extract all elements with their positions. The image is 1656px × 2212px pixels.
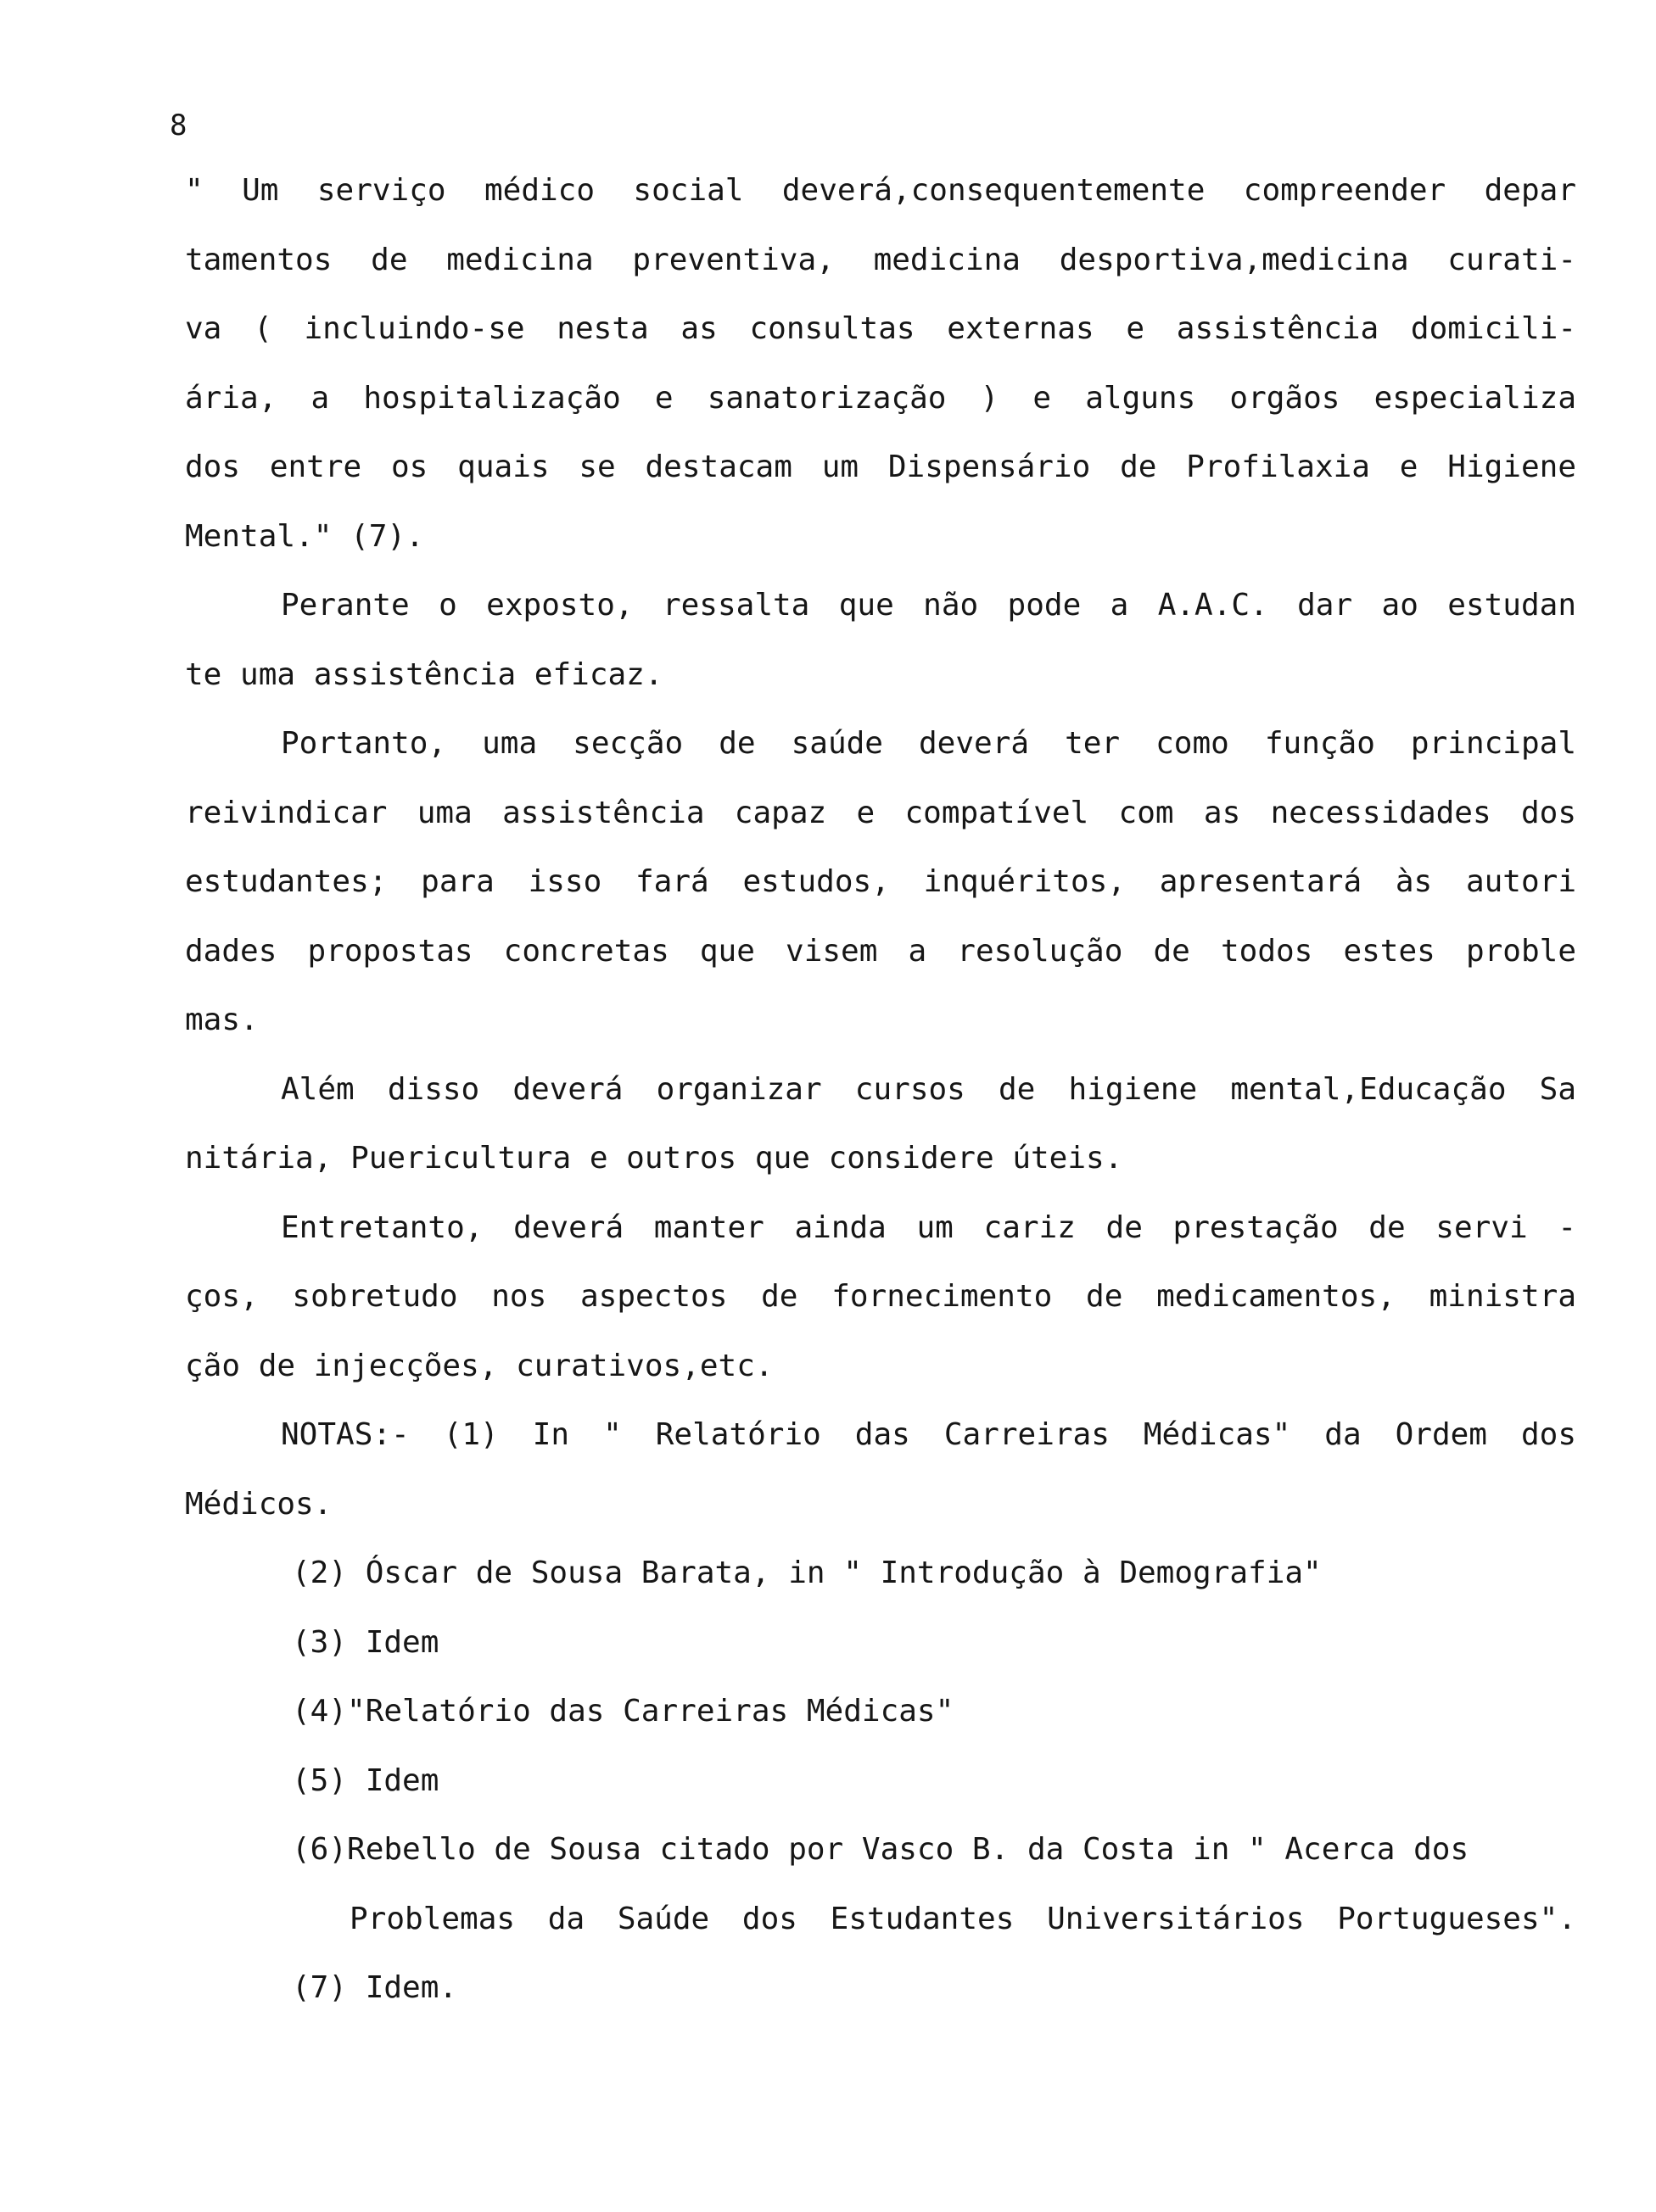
- text-line: Perante o exposto, ressalta que não pode a A.A.C. dar ao estudan: [281, 588, 1576, 623]
- text-line: (5) Idem: [292, 1762, 439, 1798]
- text-line: (6)Rebello de Sousa citado por Vasco B. da Costa in " Acerca dos: [292, 1832, 1469, 1867]
- page-number: 8: [170, 109, 187, 142]
- text-line: " Um serviço médico social deverá,consequentemente compreender depar: [185, 173, 1576, 208]
- text-line: estudantes; para isso fará estudos, inquéritos, apresentará às autori: [185, 864, 1576, 899]
- text-line: (3) Idem: [292, 1624, 439, 1660]
- text-line: nitária, Puericultura e outros que considere úteis.: [185, 1141, 1123, 1176]
- text-line: (2) Óscar de Sousa Barata, in " Introdução à Demografia": [292, 1556, 1322, 1590]
- text-line: Médicos.: [185, 1486, 333, 1522]
- text-line: mas.: [185, 1003, 259, 1037]
- text-line: Além disso deverá organizar cursos de higiene mental,Educação Sa: [281, 1071, 1576, 1107]
- text-line: tamentos de medicina preventiva, medicina desportiva,medicina curati-: [185, 242, 1576, 277]
- text-line: dades propostas concretas que visem a resolução de todos estes proble: [185, 933, 1576, 969]
- text-line: Problemas da Saúde dos Estudantes Universitários Portugueses".: [350, 1901, 1576, 1936]
- text-line: dos entre os quais se destacam um Dispensário de Profilaxia e Higiene: [185, 450, 1576, 484]
- text-line: va ( incluindo-se nesta as consultas externas e assistência domicili-: [185, 311, 1576, 346]
- text-line: (7) Idem.: [292, 1970, 458, 2005]
- text-line: Mental." (7).: [185, 518, 424, 554]
- text-line: ços, sobretudo nos aspectos de fornecimento de medicamentos, ministra: [185, 1279, 1576, 1314]
- text-line: Portanto, uma secção de saúde deverá ter como função principal: [281, 726, 1576, 761]
- text-line: te uma assistência eficaz.: [185, 656, 663, 692]
- text-line: reivindicar uma assistência capaz e compatível com as necessidades dos: [185, 795, 1576, 830]
- text-line: NOTAS:- (1) In " Relatório das Carreiras Médicas" da Ordem dos: [281, 1417, 1576, 1452]
- text-line: (4)"Relatório das Carreiras Médicas": [292, 1694, 954, 1729]
- text-line: ária, a hospitalização e sanatorização ) e alguns orgãos especializa: [185, 380, 1576, 416]
- text-line: ção de injecções, curativos,etc.: [185, 1348, 774, 1383]
- text-line: Entretanto, deverá manter ainda um cariz de prestação de servi -: [281, 1209, 1576, 1245]
